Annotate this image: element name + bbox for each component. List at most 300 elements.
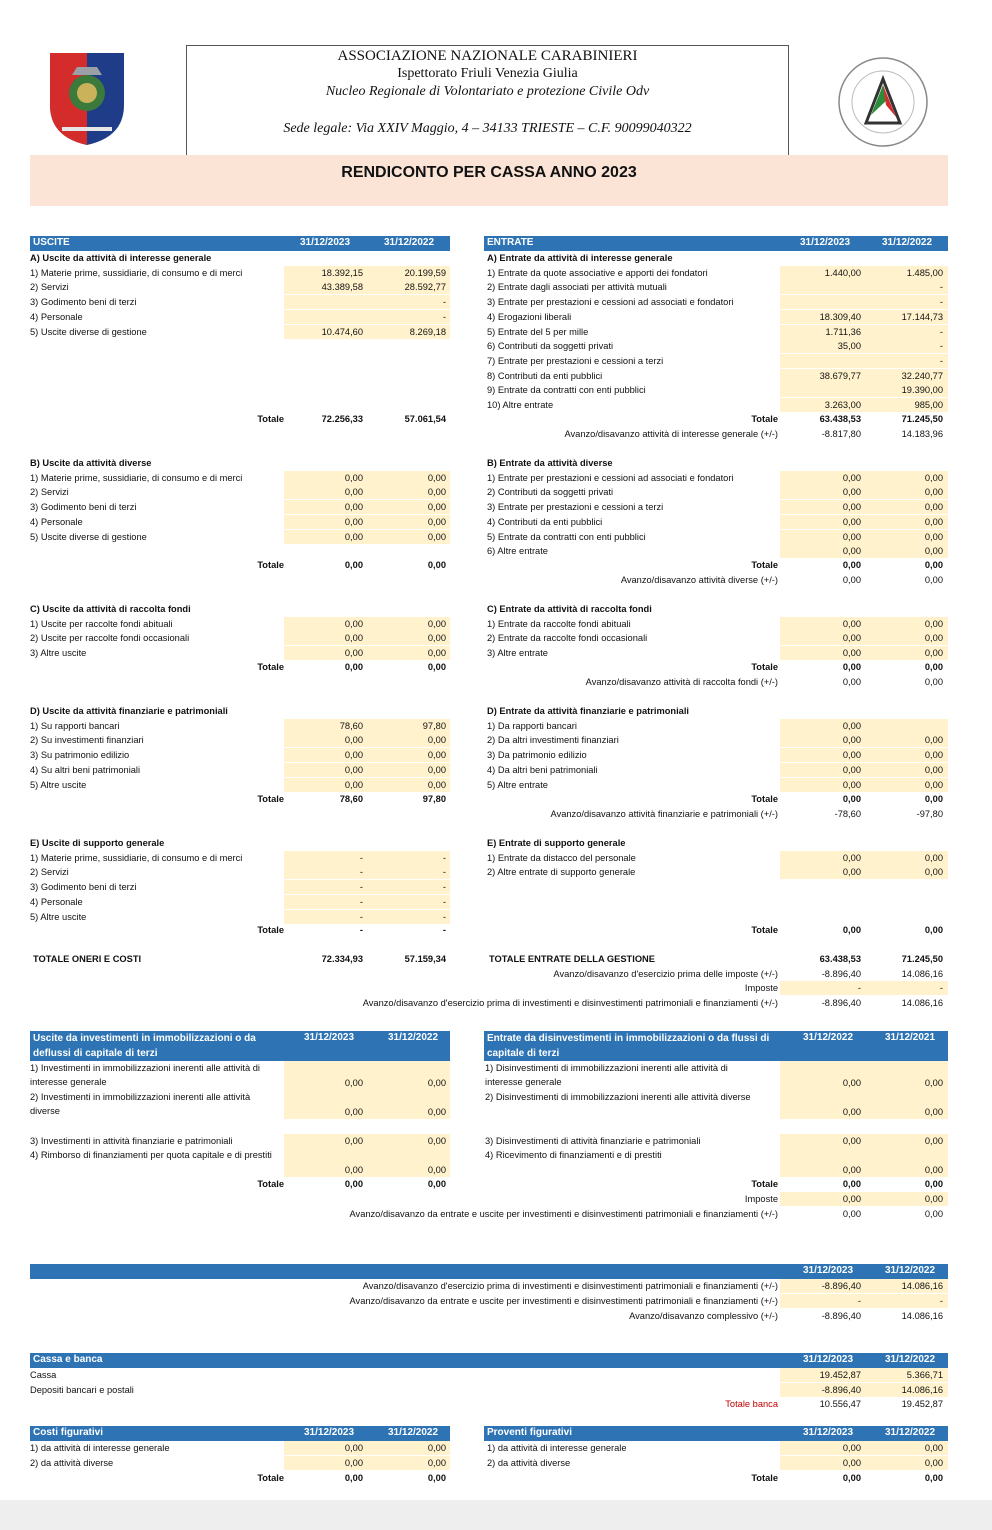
entrate-avanzo-2023: 0,00: [842, 676, 861, 687]
cassa-total-2023: 10.556,47: [819, 1399, 861, 1409]
value-cell: [780, 295, 862, 309]
section-header-bar: [484, 236, 948, 251]
entrate-row-2023: 1.440,00: [824, 267, 861, 278]
proventi-2023: 0,00: [842, 1443, 861, 1453]
investimenti-right-2023: 0,00: [842, 1078, 861, 1088]
cassa-row-label: Cassa: [30, 1370, 57, 1380]
uscite-row-2022: 0,00: [427, 502, 446, 513]
value-cell: [780, 354, 862, 368]
investimenti-right-2022: 0,00: [924, 1107, 943, 1117]
entrate-total-label: Totale: [751, 414, 778, 424]
uscite-row-2023: -: [359, 882, 363, 893]
entrate-row-2022: -: [939, 341, 943, 352]
entrate-row-2022: 0,00: [924, 502, 943, 513]
investimenti-left-row-label: 3) Investimenti in attività finanziarie e patrimoniali: [30, 1136, 233, 1146]
uscite-row-2022: 8.269,18: [409, 326, 446, 337]
uscite-row-2022: 20.199,59: [404, 267, 446, 278]
entrate-row-2023: 0,00: [842, 779, 861, 790]
entrate-grand-total-label: TOTALE ENTRATE DELLA GESTIONE: [489, 954, 655, 964]
imposte-2022: -: [939, 983, 943, 993]
entrate-row-2023: 0,00: [842, 735, 861, 746]
uscite-row-label: 5) Altre uscite: [30, 779, 87, 790]
investimenti-right-col1: 31/12/2022: [803, 1032, 854, 1043]
org-name: ASSOCIAZIONE NAZIONALE CARABINIERI: [337, 48, 638, 64]
uscite-row-2023: -: [359, 896, 363, 907]
investimenti-right-total-2022: 0,00: [924, 1179, 943, 1189]
ante-imposte-2022: 14.086,16: [901, 969, 943, 979]
uscite-row-2023: 0,00: [344, 735, 363, 746]
entrate-row-label: 4) Erogazioni liberali: [487, 311, 572, 322]
investimenti-left-2022: 0,00: [427, 1078, 446, 1088]
entrate-row-label: 3) Da patrimonio edilizio: [487, 750, 587, 761]
entrate-avanzo-2022: 0,00: [924, 574, 943, 585]
entrate-row-2023: 35,00: [837, 341, 861, 352]
entrate-avanzo-2023: 0,00: [842, 574, 861, 585]
entrate-row-label: 4) Contributi da enti pubblici: [487, 516, 603, 527]
uscite-row-label: 2) Servizi: [30, 487, 69, 498]
entrate-avanzo-label: Avanzo/disavanzo attività diverse (+/-): [620, 574, 778, 585]
entrate-total-2022: 71.245,50: [901, 414, 943, 424]
entrate-total-2022: 0,00: [924, 925, 943, 935]
uscite-row-label: 2) Servizi: [30, 867, 69, 878]
ante-imposte-label: Avanzo/disavanzo d'esercizio prima delle imposte (+/-): [553, 969, 778, 979]
entrate-row-2022: 0,00: [924, 487, 943, 498]
entrate-row-label: 1) Entrate da distacco del personale: [487, 852, 636, 863]
uscite-row-2023: 18.392,15: [321, 267, 363, 278]
inspectorate: Ispettorato Friuli Venezia Giulia: [397, 66, 578, 81]
value-cell: [284, 295, 366, 309]
entrate-row-2023: 0,00: [842, 487, 861, 498]
uscite-header: USCITE: [33, 237, 70, 248]
entrate-row-2023: 0,00: [842, 618, 861, 629]
uscite-row-2022: 0,00: [427, 516, 446, 527]
costi-total-2022: 0,00: [427, 1473, 446, 1483]
investimenti-avanzo-2022: 0,00: [924, 1209, 943, 1219]
entrate-row-label: 5) Entrate da contratti con enti pubblici: [487, 531, 646, 542]
entrate-row-label: 9) Entrate da contratti con enti pubblici: [487, 385, 646, 396]
uscite-row-2023: 0,00: [344, 618, 363, 629]
uscite-total-label: Totale: [257, 560, 284, 570]
uscite-row-2023: 0,00: [344, 502, 363, 513]
entrate-total-2023: 0,00: [842, 925, 861, 935]
proventi-total-2023: 0,00: [842, 1473, 861, 1483]
entrate-row-2022: 32.240,77: [901, 370, 943, 381]
uscite-row-label: 5) Uscite diverse di gestione: [30, 531, 147, 542]
entrate-row-2022: 0,00: [924, 618, 943, 629]
uscite-row-label: 3) Altre uscite: [30, 648, 87, 659]
uscite-row-2023: 0,00: [344, 764, 363, 775]
cassa-title: Cassa e banca: [33, 1354, 103, 1365]
entrate-avanzo-2023: -78,60: [834, 808, 861, 819]
investimenti-left-total-2022: 0,00: [427, 1179, 446, 1189]
investimenti-right-total-2023: 0,00: [842, 1179, 861, 1189]
uscite-total-2022: 57.061,54: [404, 414, 446, 424]
costi-row-label: 2) da attività diverse: [30, 1457, 114, 1468]
uscite-row-2023: -: [359, 867, 363, 878]
uscite-row-2022: -: [442, 297, 446, 308]
entrate-row-2023: 18.309,40: [819, 311, 861, 322]
entrate-avanzo-2022: 0,00: [924, 676, 943, 687]
entrate-row-label: 6) Altre entrate: [487, 546, 548, 557]
uscite-row-label: 3) Godimento beni di terzi: [30, 882, 137, 893]
entrate-total-label: Totale: [751, 794, 778, 804]
uscite-total-label: Totale: [257, 925, 284, 935]
entrate-row-2023: 0,00: [842, 750, 861, 761]
entrate-row-2023: 3.263,00: [824, 400, 861, 410]
entrate-A-title: A) Entrate da attività di interesse generale: [487, 253, 673, 263]
entrate-total-2023: 63.438,53: [819, 414, 861, 424]
investimenti-left-2023: 0,00: [344, 1078, 363, 1088]
entrate-row-2022: -: [939, 297, 943, 308]
uscite-row-2022: -: [442, 896, 446, 907]
uscite-row-label: 4) Personale: [30, 516, 83, 527]
uscite-row-label: 1) Materie prime, sussidiarie, di consumo e di merci: [30, 472, 243, 483]
entrate-avanzo-2023: -8.817,80: [821, 428, 861, 439]
uscite-total-label: Totale: [257, 662, 284, 672]
entrate-avanzo-label: Avanzo/disavanzo attività di interesse generale (+/-): [564, 428, 778, 439]
uscite-row-2022: 0,00: [427, 750, 446, 761]
investimenti-right-2022: 0,00: [924, 1136, 943, 1146]
entrate-row-2023: 0,00: [842, 867, 861, 878]
uscite-total-2023: -: [359, 925, 363, 935]
entrate-grand-total-2023: 63.438,53: [819, 954, 861, 964]
riepilogo-2023: -8.896,40: [821, 1311, 861, 1321]
uscite-row-2023: 0,00: [344, 487, 363, 498]
entrate-col-2023: 31/12/2023: [800, 237, 851, 248]
entrate-row-2022: 0,00: [924, 779, 943, 790]
investimenti-left-total-label: Totale: [257, 1179, 284, 1189]
entrate-total-label: Totale: [751, 662, 778, 672]
entrate-total-2022: 0,00: [924, 662, 943, 672]
uscite-row-label: 3) Su patrimonio edilizio: [30, 750, 130, 761]
investimenti-left-2022: 0,00: [427, 1165, 446, 1175]
proventi-2022: 0,00: [924, 1443, 943, 1453]
investimenti-left-total-2023: 0,00: [344, 1179, 363, 1189]
entrate-row-2023: 0,00: [842, 531, 861, 542]
bottom-bar: [0, 1500, 992, 1530]
entrate-row-2022: 0,00: [924, 516, 943, 527]
uscite-row-2022: 97,80: [422, 720, 446, 731]
uscite-total-label: Totale: [257, 414, 284, 424]
uscite-row-2022: 0,00: [427, 472, 446, 483]
uscite-row-2022: 0,00: [427, 764, 446, 775]
investimenti-right-col2: 31/12/2021: [885, 1032, 936, 1043]
uscite-col-2022: 31/12/2022: [384, 237, 435, 248]
uscite-total-label: Totale: [257, 794, 284, 804]
uscite-total-2023: 72.256,33: [321, 414, 363, 424]
investimenti-left-2022: 0,00: [427, 1136, 446, 1146]
uscite-row-2022: 0,00: [427, 779, 446, 790]
protezione-civile-logo: [836, 55, 931, 150]
imposte-label: Imposte: [744, 983, 778, 993]
entrate-row-label: 3) Entrate per prestazioni e cessioni ad associati e fondatori: [487, 297, 734, 308]
uscite-row-label: 3) Godimento beni di terzi: [30, 297, 137, 308]
investimenti-right-row-label: 2) Disinvestimenti di immobilizzazioni inerenti alle attività diverse: [485, 1092, 751, 1102]
costi-total-label: Totale: [257, 1473, 284, 1483]
proventi-2022: 0,00: [924, 1457, 943, 1468]
uscite-row-2023: 0,00: [344, 750, 363, 761]
uscite-grand-total-2022: 57.159,34: [404, 954, 446, 964]
proventi-total-2022: 0,00: [924, 1473, 943, 1483]
entrate-total-2023: 0,00: [842, 560, 861, 570]
uscite-row-2023: 10.474,60: [321, 326, 363, 337]
entrate-row-label: 3) Altre entrate: [487, 648, 548, 659]
cassa-2023: -8.896,40: [821, 1384, 861, 1395]
entrate-row-2023: 0,00: [842, 472, 861, 483]
prima-investimenti-2023: -8.896,40: [821, 998, 861, 1008]
entrate-row-label: 1) Da rapporti bancari: [487, 720, 577, 731]
entrate-row-2022: -: [939, 282, 943, 293]
entrate-row-2022: -: [939, 355, 943, 366]
entrate-total-2023: 0,00: [842, 794, 861, 804]
proventi-row-label: 1) da attività di interesse generale: [487, 1443, 627, 1453]
title-band: [30, 155, 948, 206]
uscite-row-2022: 0,00: [427, 735, 446, 746]
uscite-total-2023: 0,00: [344, 662, 363, 672]
entrate-row-label: 1) Entrate da quote associative e apporti dei fondatori: [487, 267, 708, 278]
uscite-row-2022: -: [442, 867, 446, 878]
uscite-total-2022: 0,00: [427, 560, 446, 570]
cassa-total-label: Totale banca: [725, 1399, 778, 1409]
entrate-row-2023: 38.679,77: [819, 370, 861, 381]
entrate-row-label: 2) Da altri investimenti finanziari: [487, 735, 619, 746]
uscite-row-label: 1) Uscite per raccolte fondi abituali: [30, 618, 173, 629]
investimenti-left-col2: 31/12/2022: [388, 1032, 439, 1043]
entrate-row-2023: 0,00: [842, 546, 861, 557]
entrate-row-2022: 0,00: [924, 546, 943, 557]
uscite-row-2022: 0,00: [427, 648, 446, 659]
value-cell: [862, 719, 948, 733]
proventi-row-label: 2) da attività diverse: [487, 1457, 571, 1468]
investimenti-right-row-label: 4) Ricevimento di finanziamenti e di prestiti: [485, 1150, 662, 1160]
riepilogo-row-label: Avanzo/disavanzo da entrate e uscite per investimenti e disinvestimenti patrimoniali e finanziamenti (+/-): [349, 1296, 778, 1306]
entrate-grand-total-2022: 71.245,50: [901, 954, 943, 964]
entrate-row-2022: 19.390,00: [901, 385, 943, 396]
proventi-2023: 0,00: [842, 1457, 861, 1468]
entrate-row-2022: 0,00: [924, 867, 943, 878]
entrate-total-label: Totale: [751, 560, 778, 570]
costi-col-2023: 31/12/2023: [304, 1427, 355, 1438]
riepilogo-col-2023: 31/12/2023: [803, 1265, 854, 1276]
entrate-row-label: 5) Entrate del 5 per mille: [487, 326, 589, 337]
uscite-row-2023: 0,00: [344, 779, 363, 790]
uscite-row-label: 5) Uscite diverse di gestione: [30, 326, 147, 337]
entrate-row-label: 2) Entrate dagli associati per attività mutuali: [487, 282, 667, 293]
entrate-avanzo-label: Avanzo/disavanzo attività di raccolta fondi (+/-): [585, 676, 778, 687]
entrate-row-2022: 0,00: [924, 750, 943, 761]
cassa-col-2022: 31/12/2022: [885, 1354, 936, 1365]
uscite-row-2022: -: [442, 911, 446, 922]
entrate-row-label: 3) Entrate per prestazioni e cessioni a terzi: [487, 502, 664, 513]
entrate-row-2022: 985,00: [914, 400, 943, 410]
cassa-2022: 5.366,71: [906, 1370, 943, 1380]
investimenti-left-2023: 0,00: [344, 1107, 363, 1117]
entrate-row-label: 1) Entrate per prestazioni e cessioni ad associati e fondatori: [487, 472, 734, 483]
uscite-row-label: 1) Materie prime, sussidiarie, di consumo e di merci: [30, 852, 243, 863]
entrate-total-2022: 0,00: [924, 794, 943, 804]
entrate-E-title: E) Entrate di supporto generale: [487, 838, 626, 848]
uscite-row-2023: 78,60: [339, 720, 363, 731]
uscite-row-2023: 0,00: [344, 648, 363, 659]
cassa-2022: 14.086,16: [901, 1384, 943, 1395]
cassa-total-2022: 19.452,87: [901, 1399, 943, 1409]
entrate-row-2022: 1.485,00: [906, 267, 943, 278]
entrate-row-2023: 0,00: [842, 516, 861, 527]
ante-imposte-2023: -8.896,40: [821, 969, 861, 979]
uscite-row-label: 5) Altre uscite: [30, 911, 87, 922]
investimenti-left-2023: 0,00: [344, 1165, 363, 1175]
entrate-col-2022: 31/12/2022: [882, 237, 933, 248]
uscite-total-2022: 0,00: [427, 662, 446, 672]
value-cell: [780, 280, 862, 294]
header-box: [186, 45, 789, 159]
entrate-B-title: B) Entrate da attività diverse: [487, 458, 613, 468]
entrate-row-2022: 0,00: [924, 472, 943, 483]
entrate-row-2022: 0,00: [924, 633, 943, 644]
uscite-row-2023: 0,00: [344, 633, 363, 644]
entrate-row-label: 10) Altre entrate: [487, 400, 554, 410]
investimenti-right-title: Entrate da disinvestimenti in immobilizzazioni o da flussi di capitale di terzi: [487, 1033, 770, 1059]
riepilogo-row-label: Avanzo/disavanzo complessivo (+/-): [629, 1311, 778, 1321]
investimenti-right-total-label: Totale: [751, 1179, 778, 1189]
uscite-C-title: C) Uscite da attività di raccolta fondi: [30, 604, 191, 614]
entrate-row-2023: 0,00: [842, 648, 861, 659]
cassa-col-2023: 31/12/2023: [803, 1354, 854, 1365]
value-cell: [780, 383, 862, 397]
entrate-row-2022: 0,00: [924, 852, 943, 863]
entrate-total-label: Totale: [751, 925, 778, 935]
entrate-row-2022: 17.144,73: [901, 311, 943, 322]
entrate-avanzo-2022: 14.183,96: [901, 428, 943, 439]
carabinieri-logo: [42, 45, 132, 148]
costi-figurativi-title: Costi figurativi: [33, 1427, 104, 1438]
investimenti-right-2022: 0,00: [924, 1165, 943, 1175]
entrate-row-label: 2) Altre entrate di supporto generale: [487, 867, 636, 878]
entrate-row-label: 6) Contributi da soggetti privati: [487, 341, 614, 352]
uscite-row-2023: -: [359, 911, 363, 922]
entrate-row-2023: 0,00: [842, 852, 861, 863]
uscite-row-2022: -: [442, 311, 446, 322]
investimenti-right-row-label: 3) Disinvestimenti di attività finanziarie e patrimoniali: [485, 1136, 701, 1146]
uscite-row-label: 2) Uscite per raccolte fondi occasionali: [30, 633, 190, 644]
entrate-total-2022: 0,00: [924, 560, 943, 570]
proventi-total-label: Totale: [751, 1473, 778, 1483]
entrate-row-2023: 0,00: [842, 764, 861, 775]
investimenti-right-2023: 0,00: [842, 1136, 861, 1146]
uscite-total-2023: 0,00: [344, 560, 363, 570]
uscite-row-2022: 0,00: [427, 487, 446, 498]
entrate-row-2022: -: [939, 326, 943, 337]
uscite-grand-total-label: TOTALE ONERI E COSTI: [33, 954, 142, 964]
investimenti-left-row-label: 2) Investimenti in immobilizzazioni inerenti alle attività diverse: [30, 1092, 251, 1116]
proventi-col-2023: 31/12/2023: [803, 1427, 854, 1438]
imposte-2023: -: [857, 983, 861, 993]
proventi-col-2022: 31/12/2022: [885, 1427, 936, 1438]
investimenti-left-2022: 0,00: [427, 1107, 446, 1117]
riepilogo-2022: 14.086,16: [901, 1281, 943, 1291]
cassa-row-label: Depositi bancari e postali: [30, 1384, 134, 1395]
entrate-row-2023: 0,00: [842, 633, 861, 644]
prima-investimenti-label: Avanzo/disavanzo d'esercizio prima di investimenti e disinvestimenti patrimoniali e finanziamenti (+/-): [362, 998, 778, 1008]
value-cell: [284, 310, 366, 324]
riepilogo-2022: -: [939, 1296, 943, 1306]
uscite-col-2023: 31/12/2023: [300, 237, 351, 248]
uscite-row-2022: 0,00: [427, 531, 446, 542]
entrate-row-2022: 0,00: [924, 735, 943, 746]
costi-row-label: 1) da attività di interesse generale: [30, 1443, 170, 1453]
riepilogo-2023: -: [857, 1296, 861, 1306]
entrate-row-label: 2) Contributi da soggetti privati: [487, 487, 614, 498]
investimenti-left-2023: 0,00: [344, 1136, 363, 1146]
uscite-row-2023: 43.389,58: [321, 282, 363, 293]
uscite-row-label: 1) Su rapporti bancari: [30, 720, 120, 731]
entrate-avanzo-2022: -97,80: [916, 808, 943, 819]
investimenti-imposte-2023: 0,00: [842, 1194, 861, 1204]
investimenti-right-2022: 0,00: [924, 1078, 943, 1088]
uscite-row-label: 3) Godimento beni di terzi: [30, 502, 137, 513]
investimenti-left-row-label: 4) Rimborso di finanziamenti per quota capitale e di prestiti: [30, 1150, 272, 1160]
entrate-row-label: 7) Entrate per prestazioni e cessioni a terzi: [487, 355, 664, 366]
uscite-D-title: D) Uscite da attività finanziarie e patrimoniali: [30, 706, 228, 716]
uscite-A-title: A) Uscite da attività di interesse generale: [30, 253, 212, 263]
uscite-row-label: 2) Servizi: [30, 282, 69, 293]
uscite-row-2022: -: [442, 882, 446, 893]
entrate-row-label: 4) Da altri beni patrimoniali: [487, 764, 598, 775]
uscite-row-2022: 0,00: [427, 618, 446, 629]
entrate-row-2023: 1.711,36: [825, 326, 861, 337]
entrate-row-label: 8) Contributi da enti pubblici: [487, 370, 603, 381]
investimenti-avanzo-2023: 0,00: [842, 1209, 861, 1219]
riepilogo-2023: -8.896,40: [821, 1281, 861, 1291]
uscite-row-label: 4) Personale: [30, 311, 83, 322]
uscite-row-2023: -: [359, 852, 363, 863]
entrate-row-2022: 0,00: [924, 531, 943, 542]
investimenti-imposte-2022: 0,00: [924, 1194, 943, 1204]
costi-2022: 0,00: [427, 1443, 446, 1453]
entrate-row-2022: 0,00: [924, 648, 943, 659]
uscite-row-label: 4) Personale: [30, 896, 83, 907]
uscite-B-title: B) Uscite da attività diverse: [30, 458, 152, 468]
entrate-row-2023: 0,00: [842, 502, 861, 513]
uscite-E-title: E) Uscite di supporto generale: [30, 838, 165, 848]
investimenti-right-2023: 0,00: [842, 1165, 861, 1175]
costi-2023: 0,00: [344, 1443, 363, 1453]
document-title: RENDICONTO PER CASSA ANNO 2023: [341, 164, 637, 181]
entrate-avanzo-label: Avanzo/disavanzo attività finanziarie e patrimoniali (+/-): [550, 808, 778, 819]
uscite-row-label: 2) Su investimenti finanziari: [30, 735, 144, 746]
investimenti-avanzo-label: Avanzo/disavanzo da entrate e uscite per investimenti e disinvestimenti patrimoniali e finanziamenti (+/-): [349, 1209, 778, 1219]
entrate-row-2022: 0,00: [924, 764, 943, 775]
entrate-row-label: 5) Altre entrate: [487, 779, 548, 790]
costi-2023: 0,00: [344, 1457, 363, 1468]
investimenti-right-row-label: 1) Disinvestimenti di immobilizzazioni inerenti alle attività di interesse generale: [485, 1063, 728, 1087]
proventi-figurativi-title: Proventi figurativi: [487, 1427, 573, 1438]
entrate-row-label: 1) Entrate da raccolte fondi abituali: [487, 618, 631, 629]
entrate-total-2023: 0,00: [842, 662, 861, 672]
uscite-total-2022: 97,80: [422, 794, 446, 804]
riepilogo-col-2022: 31/12/2022: [885, 1265, 936, 1276]
costi-total-2023: 0,00: [344, 1473, 363, 1483]
entrate-header: ENTRATE: [487, 237, 534, 248]
investimenti-imposte-label: Imposte: [744, 1194, 778, 1204]
investimenti-left-col1: 31/12/2023: [304, 1032, 355, 1043]
uscite-row-label: 1) Materie prime, sussidiarie, di consumo e di merci: [30, 267, 243, 278]
entrate-D-title: D) Entrate da attività finanziarie e patrimoniali: [487, 706, 689, 716]
uscite-row-2023: 0,00: [344, 531, 363, 542]
uscite-total-2023: 78,60: [339, 794, 363, 804]
uscite-row-2022: -: [442, 852, 446, 863]
uscite-row-2023: 0,00: [344, 516, 363, 527]
